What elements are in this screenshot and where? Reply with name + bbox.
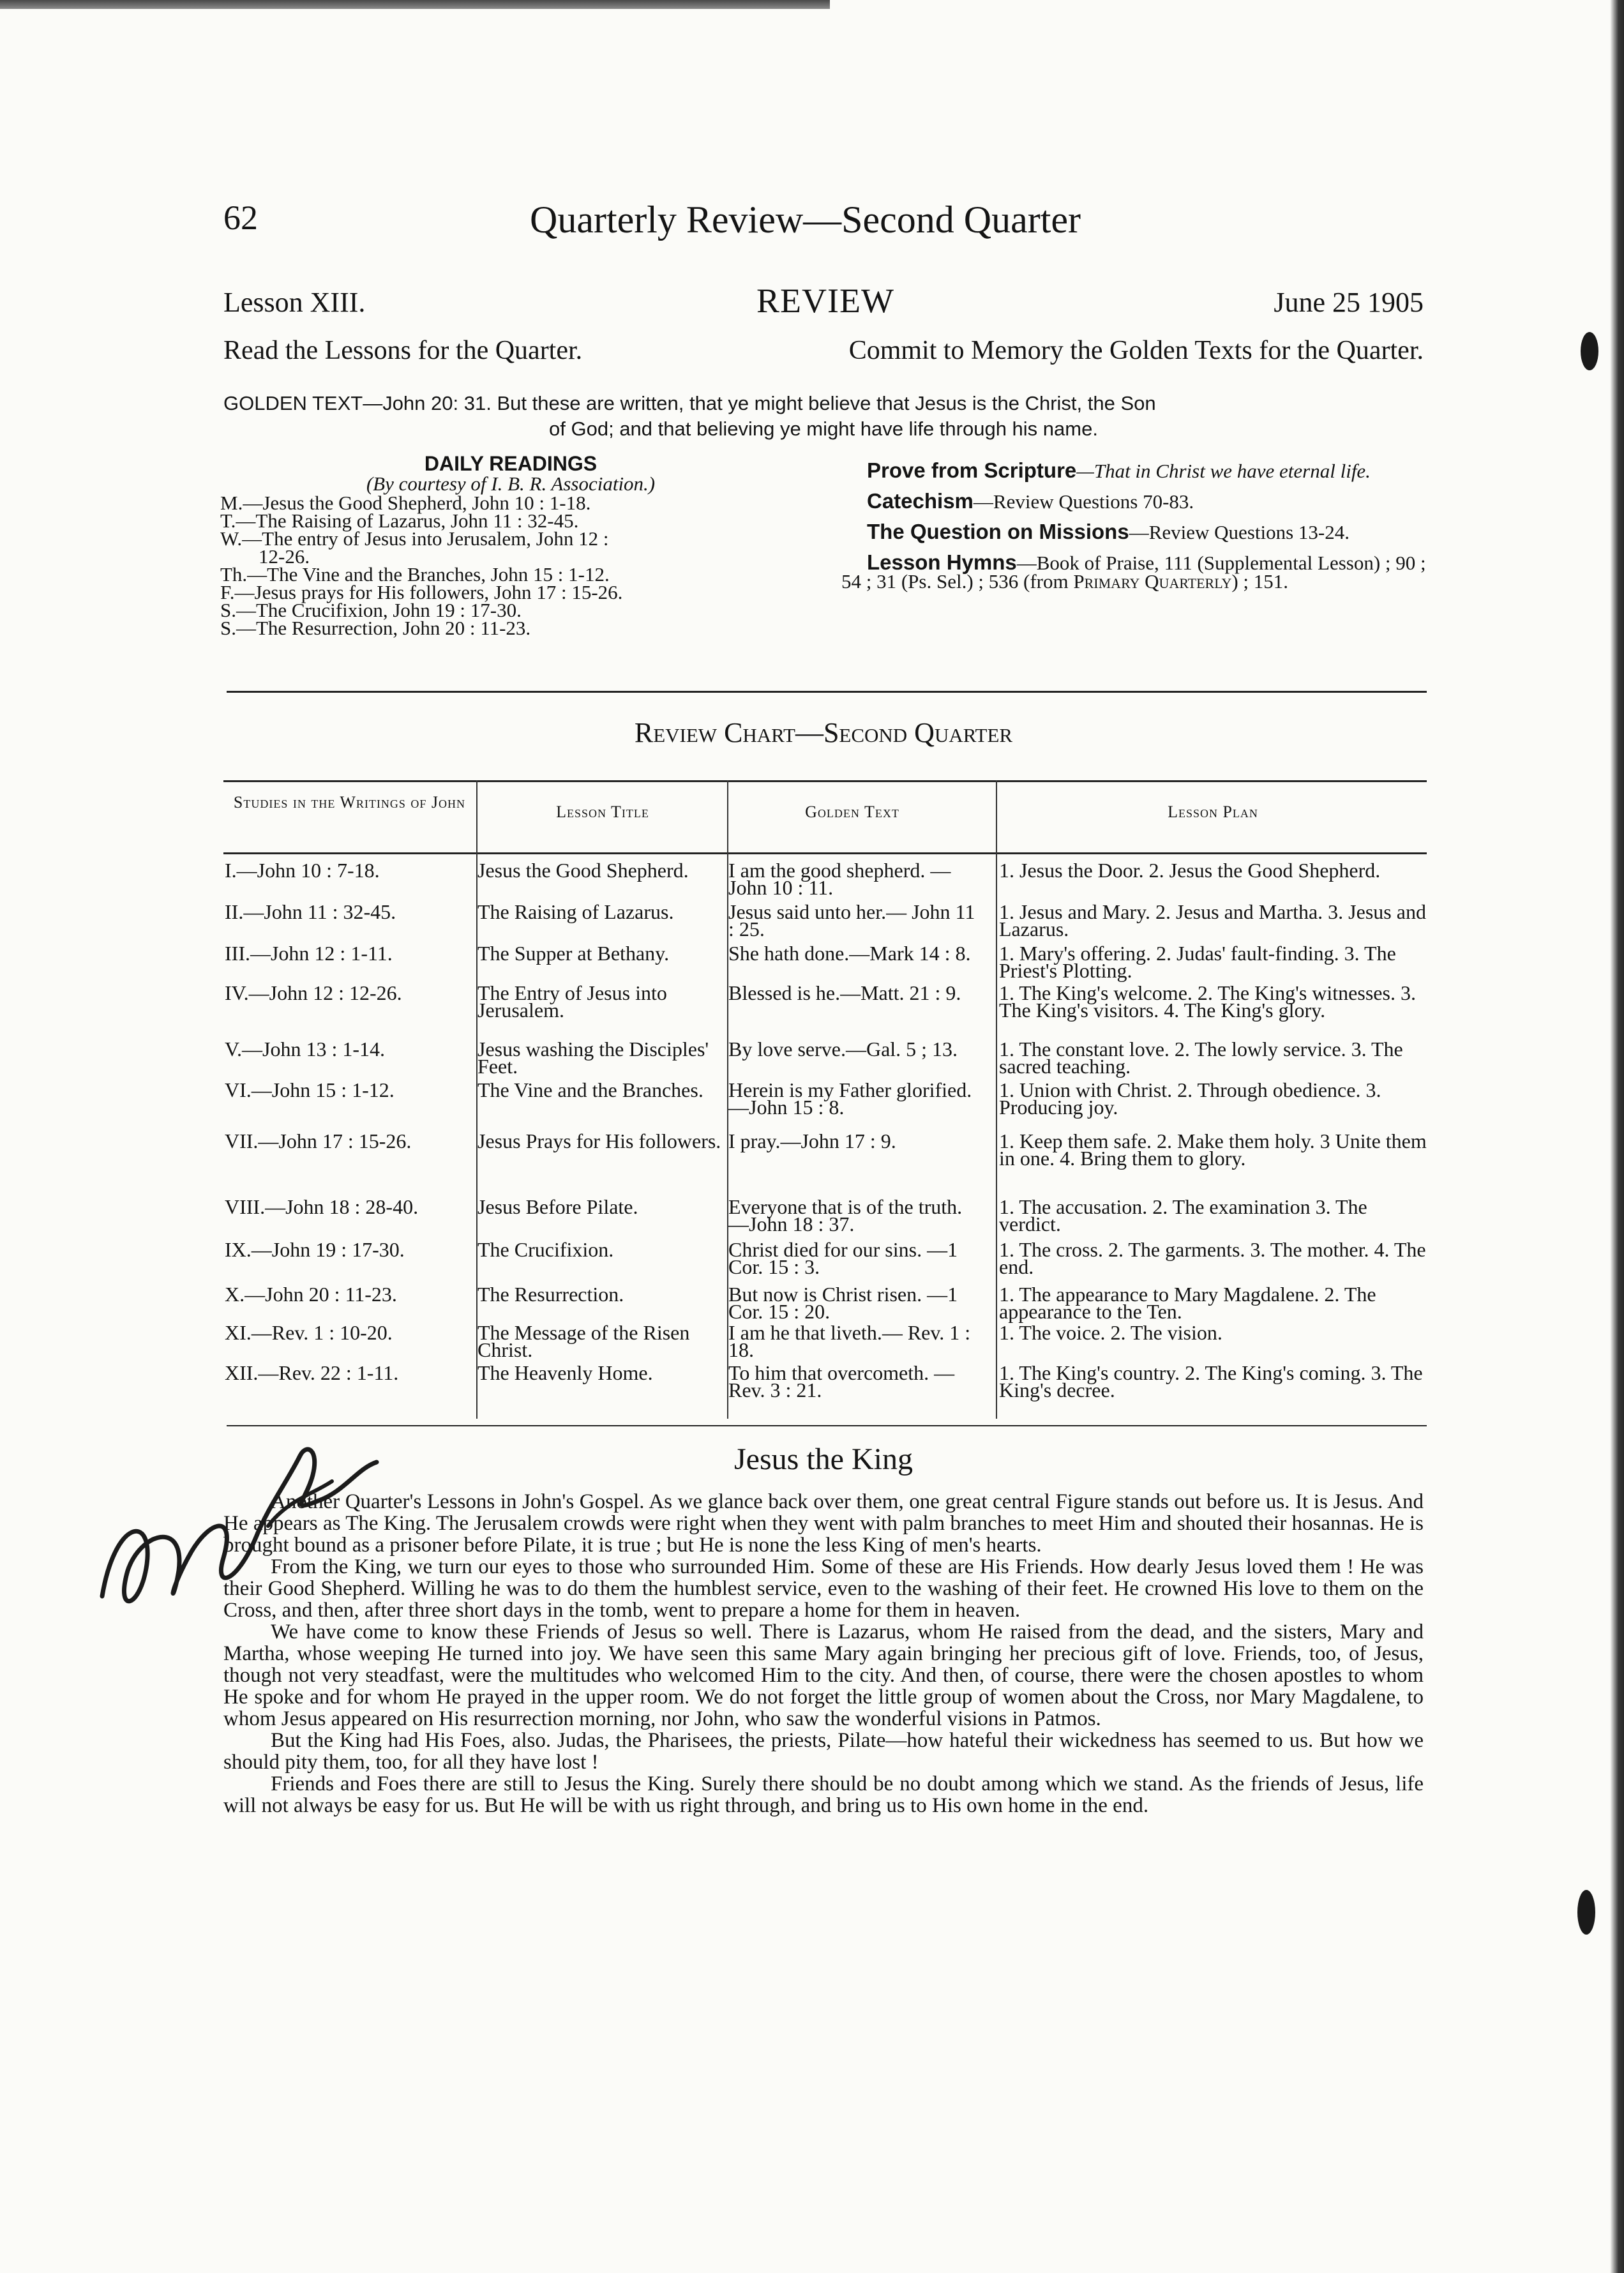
chart-header-studies: Studies in the Writings of John xyxy=(233,793,466,812)
chart-cell-title: The Message of the Risen Christ. xyxy=(477,1321,690,1361)
chart-cell-plan: 1. The constant love. 2. The lowly service. 3. The sacred teaching. xyxy=(999,1038,1403,1078)
golden-text-label: GOLDEN TEXT—John 20: 31. xyxy=(223,392,492,414)
chart-cell-golden-text: I am he that liveth.— Rev. 1 : 18. xyxy=(728,1321,971,1361)
ink-blot xyxy=(1581,332,1598,370)
lesson-title: REVIEW xyxy=(756,282,894,320)
chart-cell-title: Jesus washing the Disciples' Feet. xyxy=(477,1038,709,1078)
chart-header-golden: Golden Text xyxy=(805,803,899,821)
golden-text xyxy=(223,391,1424,442)
chart-cell-golden-text: I am the good shepherd. —John 10 : 11. xyxy=(728,859,951,899)
chart-cell-golden-text: I pray.—John 17 : 9. xyxy=(728,1129,896,1152)
chart-cell-golden-text: To him that overcometh. —Rev. 3 : 21. xyxy=(728,1361,955,1401)
chart-cell-golden-text: By love serve.—Gal. 5 ; 13. xyxy=(728,1038,958,1061)
chart-cell-study: X.—John 20 : 11-23. xyxy=(225,1283,397,1306)
essay-title: Jesus the King xyxy=(734,1442,913,1476)
chart-cell-plan: 1. The King's welcome. 2. The King's witnesses. 3. The King's visitors. 4. The King's glory. xyxy=(999,981,1416,1022)
chart-cell-golden-text: Jesus said unto her.— John 11 : 25. xyxy=(728,900,975,940)
running-title: Quarterly Review—Second Quarter xyxy=(530,199,1081,241)
chart-cell-study: I.—John 10 : 7-18. xyxy=(225,859,380,882)
chart-header-title: Lesson Title xyxy=(556,803,649,821)
chart-cell-title: The Crucifixion. xyxy=(477,1238,614,1261)
chart-cell-study: XI.—Rev. 1 : 10-20. xyxy=(225,1321,393,1344)
chart-cell-study: IX.—John 19 : 17-30. xyxy=(225,1238,405,1261)
essay-paragraph: But the King had His Foes, also. Judas, the Pharisees, the priests, Pilate—how hateful their wickedness has seemed to us. But how we should pity them, too, for all they have lost ! xyxy=(223,1729,1424,1774)
chart-cell-golden-text: Christ died for our sins. —1 Cor. 15 : 3. xyxy=(728,1238,958,1278)
reading-item: S.—The Crucifixion, John 19 : 17-30. xyxy=(220,599,522,621)
chart-cell-golden-text: Blessed is he.—Matt. 21 : 9. xyxy=(728,981,961,1004)
chart-cell-title: The Entry of Jesus into Jerusalem. xyxy=(477,981,667,1022)
chart-cell-title: The Supper at Bethany. xyxy=(477,942,670,965)
reading-item: T.—The Raising of Lazarus, John 11 : 32-45. xyxy=(220,510,579,532)
scan-edge-right xyxy=(1610,0,1624,2273)
chart-cell-golden-text: Everyone that is of the truth.—John 18 : 37. xyxy=(728,1195,963,1235)
reading-item: M.—Jesus the Good Shepherd, John 10 : 1-18. xyxy=(220,492,591,514)
essay-paragraph: From the King, we turn our eyes to those who surrounded Him. Some of these are His Friends. How dearly Jesus loved them ! He was their Good Shepherd. Willing he was to do them the humblest service, even to the washing of their feet. He crowned His love to them on the Cross, and then, after three short days in the tomb, went to prepare a home for them in heaven. xyxy=(223,1555,1424,1622)
chart-cell-plan: 1. Keep them safe. 2. Make them holy. 3 Unite them in one. 4. Bring them to glory. xyxy=(999,1129,1427,1170)
reading-item: F.—Jesus prays for His followers, John 17 : 15-26. xyxy=(220,581,623,603)
lesson-notes xyxy=(841,458,1429,602)
daily-readings xyxy=(220,453,801,637)
read-line xyxy=(223,335,1424,374)
lesson-line xyxy=(223,281,1424,326)
chart-cell-title: Jesus Prays for His followers. xyxy=(477,1129,721,1152)
chart-cell-study: IV.—John 12 : 12-26. xyxy=(225,981,402,1004)
chart-cell-study: II.—John 11 : 32-45. xyxy=(225,900,396,923)
review-chart-title: Review Chart—Second Quarter xyxy=(634,717,1013,748)
essay-paragraph: We have come to know these Friends of Jesus so well. There is Lazarus, whom He raised from the dead, and the sisters, Mary and Martha, whose weeping He turned into joy. We have seen this same Mary again bringing her precious gift of love. Friends, too, of Jesus, though not very steadfast, were the multitudes who welcomed Him to the city. And then, of course, there were the chosen apostles to whom He spoke and for whom He prayed in the upper room. We do not forget the little group of women about the Cross, nor Mary Magdalene, to whom Jesus appeared on His resurrection morning, nor John, who saw the wonderful visions in Patmos. xyxy=(223,1620,1424,1730)
reading-item: W.—The entry of Jesus into Jerusalem, John 12 : xyxy=(220,527,609,550)
reading-item: 12-26. xyxy=(259,545,310,568)
chart-cell-plan: 1. Union with Christ. 2. Through obedience. 3. Producing joy. xyxy=(999,1078,1381,1119)
page-number: 62 xyxy=(223,199,258,237)
memory-note: Commit to Memory the Golden Texts for the Quarter. xyxy=(848,336,1424,365)
chart-cell-title: The Heavenly Home. xyxy=(477,1361,653,1384)
daily-readings-title: DAILY READINGS xyxy=(424,452,598,475)
scan-edge-top xyxy=(0,0,830,9)
chart-cell-plan: 1. Jesus and Mary. 2. Jesus and Martha. 3. Jesus and Lazarus. xyxy=(999,900,1426,940)
handwritten-signature xyxy=(77,1405,460,1647)
chart-cell-study: XII.—Rev. 22 : 1-11. xyxy=(225,1361,399,1384)
chart-cell-title: The Resurrection. xyxy=(477,1283,624,1306)
essay-paragraph: Another Quarter's Lessons in John's Gospel. As we glance back over them, one great central Figure stands out before us. It is Jesus. And He appears as The King. The Jerusalem crowds were right when they went with palm branches to meet Him and shouted their hosannas. He is brought bound as a prisoner before Pilate, it is true ; but He is none the less King of men's hearts. xyxy=(223,1490,1424,1557)
lesson-hymns: Lesson Hymns—Book of Praise, 111 (Supplemental Lesson) ; 90 ; 54 ; 31 (Ps. Sel.) ; 536 (from Primary Quarterly) ; 151. xyxy=(841,550,1426,593)
prove-from-scripture: Prove from Scripture—That in Christ we have eternal life. xyxy=(867,458,1371,482)
column-rule xyxy=(996,780,997,1419)
golden-text-line1: But these are written, that ye might believe that Jesus is the Christ, the Son xyxy=(497,392,1156,414)
lesson-number: Lesson XIII. xyxy=(223,287,366,318)
golden-text-line2: of God; and that believing ye might have life through his name. xyxy=(549,418,1098,440)
chart-cell-title: The Vine and the Branches. xyxy=(477,1078,703,1101)
chart-cell-golden-text: But now is Christ risen. —1 Cor. 15 : 20. xyxy=(728,1283,958,1323)
catechism: Catechism—Review Questions 70-83. xyxy=(867,489,1194,513)
chart-cell-plan: 1. The voice. 2. The vision. xyxy=(999,1321,1222,1344)
chart-cell-study: VII.—John 17 : 15-26. xyxy=(225,1129,412,1152)
chart-cell-plan: 1. Mary's offering. 2. Judas' fault-finding. 3. The Priest's Plotting. xyxy=(999,942,1396,982)
chart-cell-plan: 1. The cross. 2. The garments. 3. The mother. 4. The end. xyxy=(999,1238,1426,1278)
chart-cell-plan: 1. The King's country. 2. The King's coming. 3. The King's decree. xyxy=(999,1361,1423,1401)
section-divider xyxy=(227,691,1427,693)
read-note: Read the Lessons for the Quarter. xyxy=(223,336,583,365)
review-chart xyxy=(223,780,1427,1419)
reading-item: Th.—The Vine and the Branches, John 15 : 1-12. xyxy=(220,563,610,585)
daily-readings-courtesy: (By courtesy of I. B. R. Association.) xyxy=(366,472,656,495)
chart-cell-study: III.—John 12 : 1-11. xyxy=(225,942,393,965)
chart-cell-title: The Raising of Lazarus. xyxy=(477,900,674,923)
chart-cell-plan: 1. The appearance to Mary Magdalene. 2. The appearance to the Ten. xyxy=(999,1283,1376,1323)
chart-cell-golden-text: She hath done.—Mark 14 : 8. xyxy=(728,942,971,965)
chart-cell-study: V.—John 13 : 1-14. xyxy=(225,1038,385,1061)
chart-cell-title: Jesus Before Pilate. xyxy=(477,1195,638,1218)
page-header xyxy=(223,192,1424,249)
chart-cell-study: VI.—John 15 : 1-12. xyxy=(225,1078,395,1101)
ink-blot xyxy=(1577,1890,1595,1935)
chart-cell-plan: 1. Jesus the Door. 2. Jesus the Good Shepherd. xyxy=(999,859,1381,882)
question-on-missions: The Question on Missions—Review Questions 13-24. xyxy=(867,520,1350,543)
essay-paragraph: Friends and Foes there are still to Jesus the King. Surely there should be no doubt among which we stand. As the friends of Jesus, life will not always be easy for us. But He will be with us right through, and bring us to His own home in the end. xyxy=(223,1772,1424,1817)
chart-cell-title: Jesus the Good Shepherd. xyxy=(477,859,689,882)
chart-cell-golden-text: Herein is my Father glorified.—John 15 : 8. xyxy=(728,1078,972,1119)
lesson-date: June 25 1905 xyxy=(1274,287,1424,318)
chart-header-plan: Lesson Plan xyxy=(1168,803,1258,821)
chart-cell-plan: 1. The accusation. 2. The examination 3. The verdict. xyxy=(999,1195,1367,1235)
chart-cell-study: VIII.—John 18 : 28-40. xyxy=(225,1195,419,1218)
reading-item: S.—The Resurrection, John 20 : 11-23. xyxy=(220,617,531,639)
